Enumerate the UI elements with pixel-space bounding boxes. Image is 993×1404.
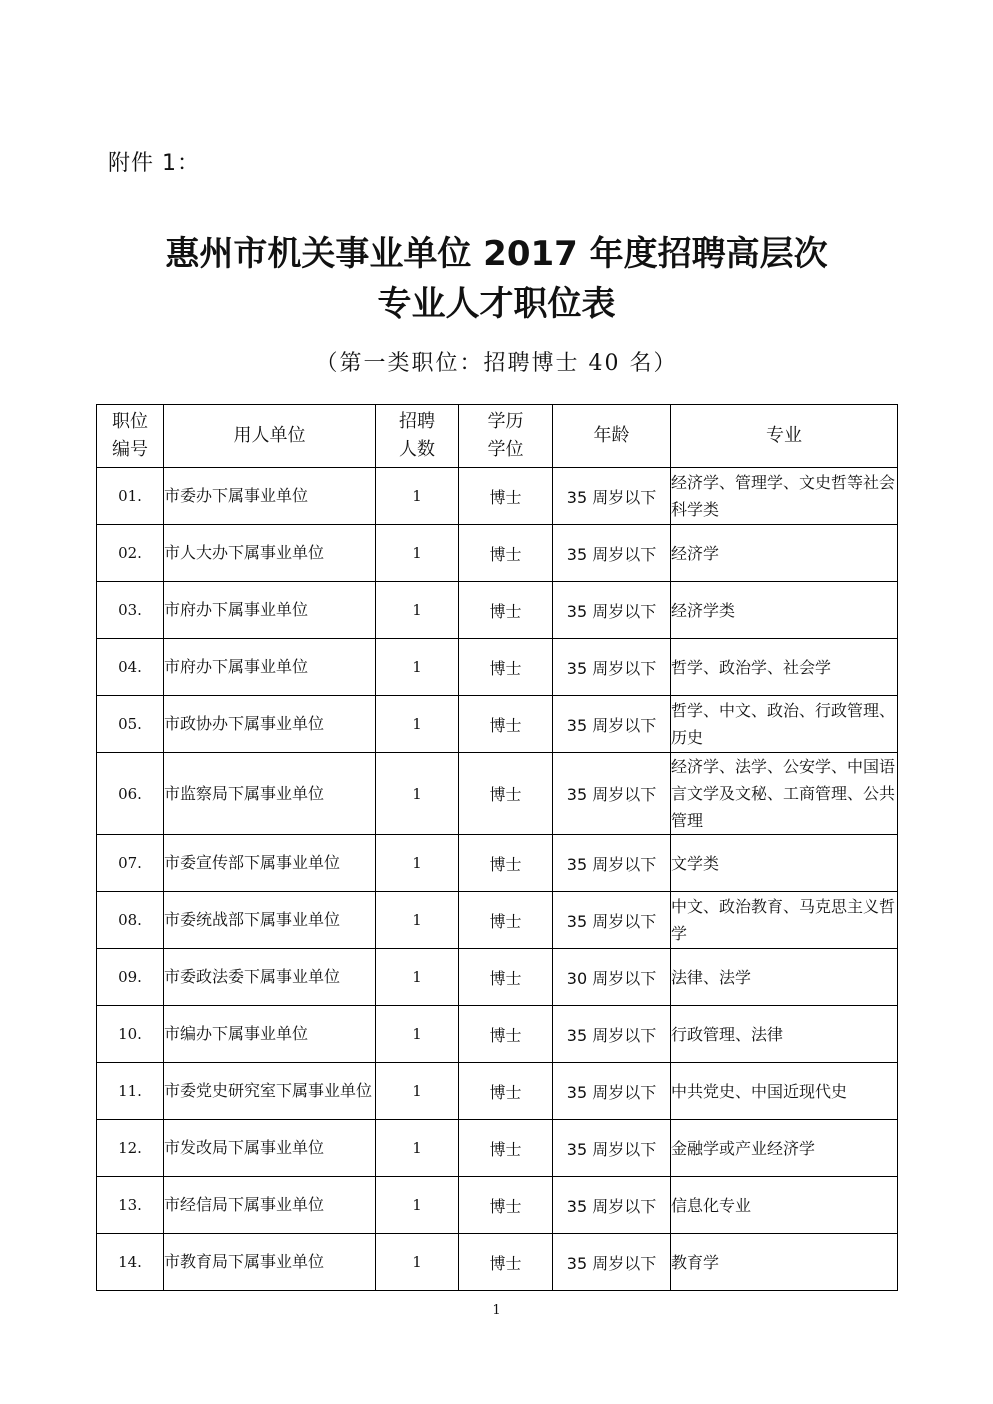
- age-limit: 35 周岁以下: [553, 639, 671, 696]
- employer: 市委政法委下属事业单位: [164, 949, 376, 1006]
- position-number: 12.: [97, 1120, 164, 1177]
- headcount: 1: [376, 835, 459, 892]
- position-number: 01.: [97, 468, 164, 525]
- column-header-headcount: 招聘 人数: [376, 405, 459, 468]
- column-header-employer: 用人单位: [164, 405, 376, 468]
- major: 经济学、管理学、文史哲等社会科学类: [671, 468, 898, 525]
- positions-table: [96, 404, 898, 1291]
- table-row: [97, 753, 898, 835]
- column-header-degree: 学历 学位: [459, 405, 553, 468]
- headcount: 1: [376, 753, 459, 835]
- table-row: [97, 1177, 898, 1234]
- degree: 博士: [459, 949, 553, 1006]
- position-number: 02.: [97, 525, 164, 582]
- headcount: 1: [376, 892, 459, 949]
- headcount: 1: [376, 1006, 459, 1063]
- major: 经济学类: [671, 582, 898, 639]
- age-limit: 35 周岁以下: [553, 468, 671, 525]
- position-number: 13.: [97, 1177, 164, 1234]
- age-limit: 35 周岁以下: [553, 892, 671, 949]
- employer: 市人大办下属事业单位: [164, 525, 376, 582]
- table-row: [97, 1063, 898, 1120]
- table-row: [97, 1006, 898, 1063]
- attachment-label: 附件 1：: [108, 151, 200, 176]
- major: 行政管理、法律: [671, 1006, 898, 1063]
- table-row: [97, 835, 898, 892]
- major: 信息化专业: [671, 1177, 898, 1234]
- position-number: 07.: [97, 835, 164, 892]
- age-limit: 30 周岁以下: [553, 949, 671, 1006]
- major: 哲学、政治学、社会学: [671, 639, 898, 696]
- age-limit: 35 周岁以下: [553, 1234, 671, 1291]
- degree: 博士: [459, 468, 553, 525]
- major: 经济学、法学、公安学、中国语言文学及文秘、工商管理、公共管理: [671, 753, 898, 835]
- degree: 博士: [459, 639, 553, 696]
- employer: 市监察局下属事业单位: [164, 753, 376, 835]
- employer: 市政协办下属事业单位: [164, 696, 376, 753]
- employer: 市经信局下属事业单位: [164, 1177, 376, 1234]
- degree: 博士: [459, 1234, 553, 1291]
- document-subtitle: （第一类职位：招聘博士 40 名）: [315, 351, 678, 376]
- headcount: 1: [376, 1177, 459, 1234]
- age-limit: 35 周岁以下: [553, 696, 671, 753]
- age-limit: 35 周岁以下: [553, 1177, 671, 1234]
- position-number: 05.: [97, 696, 164, 753]
- position-number: 08.: [97, 892, 164, 949]
- table-row: [97, 582, 898, 639]
- table-row: [97, 949, 898, 1006]
- position-number: 10.: [97, 1006, 164, 1063]
- document-title-line-2: 专业人才职位表: [377, 284, 616, 324]
- age-limit: 35 周岁以下: [553, 835, 671, 892]
- degree: 博士: [459, 696, 553, 753]
- headcount: 1: [376, 468, 459, 525]
- headcount: 1: [376, 1120, 459, 1177]
- degree: 博士: [459, 835, 553, 892]
- degree: 博士: [459, 1120, 553, 1177]
- degree: 博士: [459, 1177, 553, 1234]
- column-header-position-number: 职位 编号: [97, 405, 164, 468]
- table-row: [97, 696, 898, 753]
- employer: 市教育局下属事业单位: [164, 1234, 376, 1291]
- major: 文学类: [671, 835, 898, 892]
- major: 经济学: [671, 525, 898, 582]
- age-limit: 35 周岁以下: [553, 1120, 671, 1177]
- table-row: [97, 525, 898, 582]
- position-number: 03.: [97, 582, 164, 639]
- major: 金融学或产业经济学: [671, 1120, 898, 1177]
- employer: 市府办下属事业单位: [164, 582, 376, 639]
- headcount: 1: [376, 949, 459, 1006]
- degree: 博士: [459, 892, 553, 949]
- position-number: 06.: [97, 753, 164, 835]
- document-title-line-1: 惠州市机关事业单位 2017 年度招聘高层次: [165, 234, 828, 274]
- degree: 博士: [459, 582, 553, 639]
- degree: 博士: [459, 753, 553, 835]
- position-number: 11.: [97, 1063, 164, 1120]
- employer: 市委党史研究室下属事业单位: [164, 1063, 376, 1120]
- degree: 博士: [459, 1006, 553, 1063]
- position-number: 14.: [97, 1234, 164, 1291]
- employer: 市委办下属事业单位: [164, 468, 376, 525]
- employer: 市委宣传部下属事业单位: [164, 835, 376, 892]
- degree: 博士: [459, 1063, 553, 1120]
- headcount: 1: [376, 696, 459, 753]
- table-row: [97, 892, 898, 949]
- age-limit: 35 周岁以下: [553, 1006, 671, 1063]
- headcount: 1: [376, 525, 459, 582]
- major: 教育学: [671, 1234, 898, 1291]
- major: 法律、法学: [671, 949, 898, 1006]
- position-number: 04.: [97, 639, 164, 696]
- major: 中文、政治教育、马克思主义哲学: [671, 892, 898, 949]
- employer: 市编办下属事业单位: [164, 1006, 376, 1063]
- headcount: 1: [376, 639, 459, 696]
- age-limit: 35 周岁以下: [553, 753, 671, 835]
- column-header-age: 年龄: [553, 405, 671, 468]
- degree: 博士: [459, 525, 553, 582]
- employer: 市发改局下属事业单位: [164, 1120, 376, 1177]
- headcount: 1: [376, 582, 459, 639]
- position-number: 09.: [97, 949, 164, 1006]
- age-limit: 35 周岁以下: [553, 1063, 671, 1120]
- major: 中共党史、中国近现代史: [671, 1063, 898, 1120]
- table-row: [97, 639, 898, 696]
- age-limit: 35 周岁以下: [553, 525, 671, 582]
- table-row: [97, 468, 898, 525]
- employer: 市委统战部下属事业单位: [164, 892, 376, 949]
- table-row: [97, 1120, 898, 1177]
- age-limit: 35 周岁以下: [553, 582, 671, 639]
- headcount: 1: [376, 1063, 459, 1120]
- column-header-major: 专业: [671, 405, 898, 468]
- employer: 市府办下属事业单位: [164, 639, 376, 696]
- page-number: 1: [492, 1303, 501, 1318]
- major: 哲学、中文、政治、行政管理、历史: [671, 696, 898, 753]
- table-row: [97, 1234, 898, 1291]
- headcount: 1: [376, 1234, 459, 1291]
- table-header-row: [97, 405, 898, 468]
